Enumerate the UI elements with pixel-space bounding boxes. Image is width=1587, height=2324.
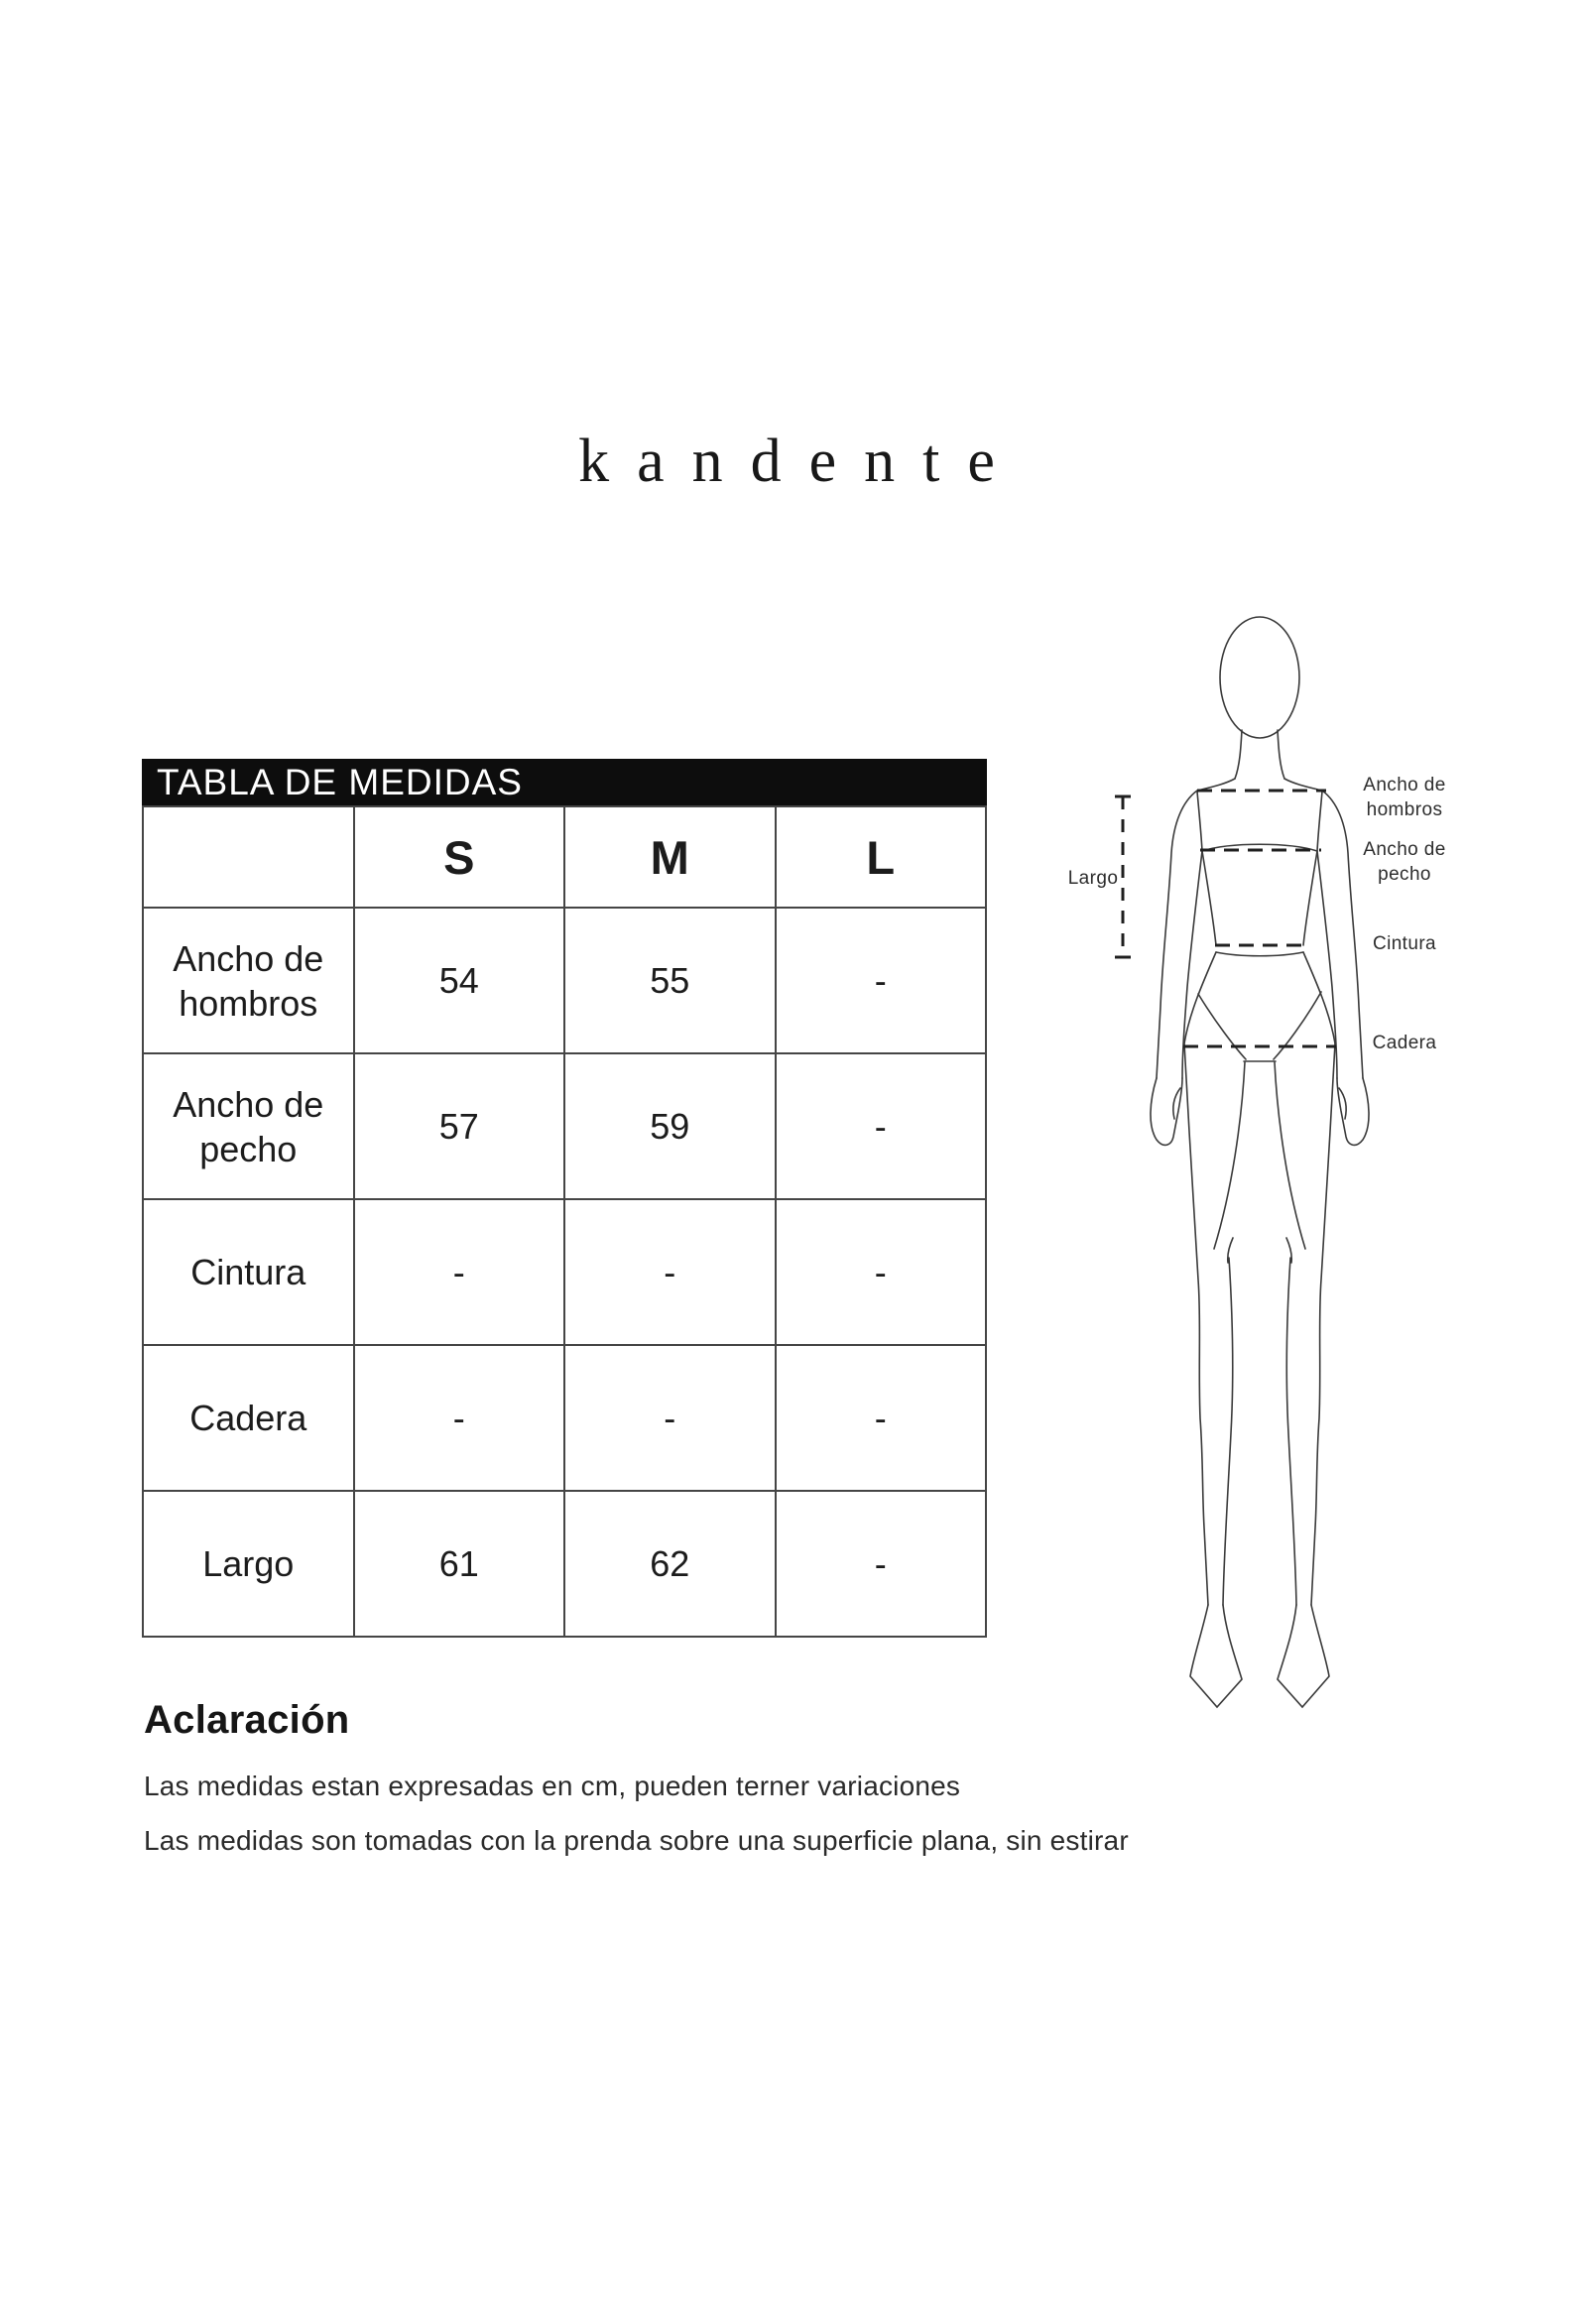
cell-value: - [564, 1199, 776, 1345]
table-row [143, 1053, 986, 1199]
row-label: Ancho de pecho [143, 1053, 354, 1199]
cell-value: 55 [564, 908, 776, 1053]
cell-value: 57 [354, 1053, 565, 1199]
row-label: Ancho de hombros [143, 908, 354, 1053]
table-header-row [143, 806, 986, 908]
cell-value: - [354, 1199, 565, 1345]
size-table-title-bar [142, 759, 987, 805]
size-table [142, 759, 987, 1638]
cell-value: - [354, 1345, 565, 1491]
cell-value: 62 [564, 1491, 776, 1637]
column-header-s: S [354, 806, 565, 908]
figure-label-waist: Cintura [1372, 933, 1437, 954]
croquis-sketch [1032, 595, 1468, 1726]
table-row [143, 1491, 986, 1637]
brand-logo: kandente [578, 428, 1023, 495]
figure-label-hips: Cadera [1372, 1033, 1437, 1053]
table-row [143, 1199, 986, 1345]
figure-label-shoulders: Ancho de hombros [1363, 775, 1446, 820]
row-label: Largo [143, 1491, 354, 1637]
row-label: Cintura [143, 1199, 354, 1345]
notes-heading: Aclaración [144, 1698, 350, 1742]
figure-label-length: Largo [1067, 868, 1119, 889]
cell-value: 59 [564, 1053, 776, 1199]
cell-value: 54 [354, 908, 565, 1053]
cell-value: - [776, 908, 987, 1053]
cell-value: 61 [354, 1491, 565, 1637]
cell-value: - [564, 1345, 776, 1491]
cell-value: - [776, 1345, 987, 1491]
size-table-title: TABLA DE MEDIDAS [157, 761, 523, 802]
cell-value: - [776, 1199, 987, 1345]
measurement-figure [1032, 595, 1468, 1726]
size-table-grid [142, 805, 987, 1638]
body-outline [1151, 617, 1369, 1707]
notes-line-1: Las medidas estan expresadas en cm, pueden terner variaciones [144, 1771, 961, 1801]
notes-line-2: Las medidas son tomadas con la prenda sobre una superficie plana, sin estirar [144, 1824, 1129, 1856]
measurement-dashed-lines [1115, 791, 1336, 1046]
column-header-m: M [564, 806, 776, 908]
table-row [143, 1345, 986, 1491]
figure-label-chest: Ancho de pecho [1363, 839, 1446, 885]
row-label: Cadera [143, 1345, 354, 1491]
table-row [143, 908, 986, 1053]
notes-section [144, 1696, 1235, 1878]
cell-value: - [776, 1053, 987, 1199]
cell-value: - [776, 1491, 987, 1637]
column-header-l: L [776, 806, 987, 908]
corner-cell [143, 806, 354, 908]
